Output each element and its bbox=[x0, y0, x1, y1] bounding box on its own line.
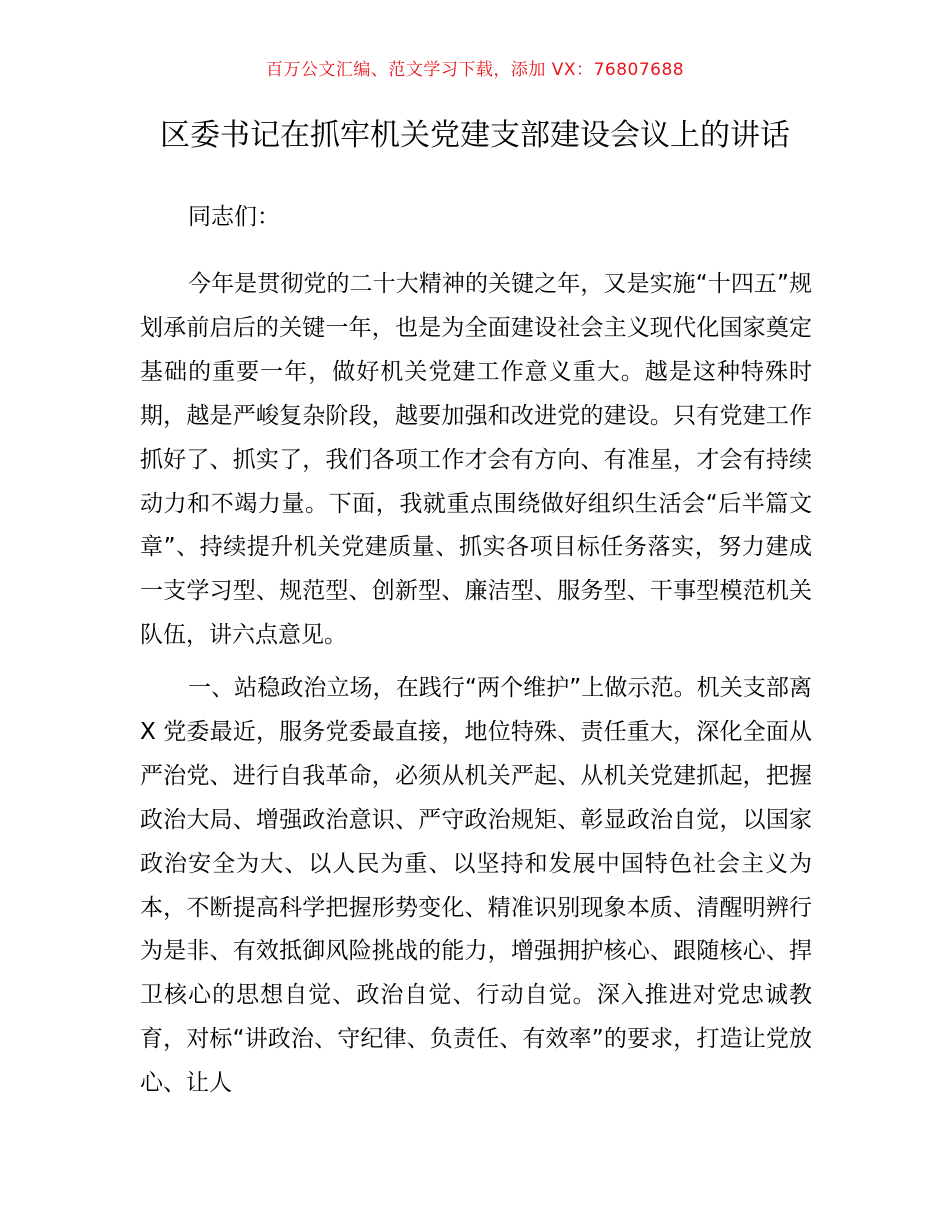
page-title: 区委书记在抓牢机关党建支部建设会议上的讲话 bbox=[160, 118, 790, 153]
watermark-header: 百万公文汇编、范文学习下载，添加 VX：76807688 bbox=[265, 60, 685, 80]
paragraph-section-one: 一、站稳政治立场，在践行“两个维护”上做示范。机关支部离 X 党委最近，服务党委最直接，地位特殊、责任重大，深化全面从严治党、进行自我革命，必须从机关严起、从机关党建抓起，把握政治大局、增强政治意识、严守政治规矩、彰显政治自觉，以国家政治安全为大、以人民为重、以坚持和发展中国特色社会主义为本，不断提高科学把握形势变化、精准识别现象本质、清醒明辨行为是非、有效抵御风险挑战的能力，增强拥护核心、跟随核心、捍卫核心的思想自觉、政治自觉、行动自觉。深入推进对党忠诚教育，对标“讲政治、守纪律、负责任、有效率”的要求，打造让党放心、让人 bbox=[140, 675, 812, 1097]
paragraph-intro: 今年是贯彻党的二十大精神的关键之年，又是实施“十四五”规划承前启后的关键一年，也是为全面建设社会主义现代化国家奠定基础的重要一年，做好机关党建工作意义重大。越是这种特殊时期，越是严峻复杂阶段，越要加强和改进党的建设。只有党建工作抓好了、抓实了，我们各项工作才会有方向、有准星，才会有持续动力和不竭力量。下面，我就重点围绕做好组织生活会“后半篇文章”、持续提升机关党建质量、抓实各项目标任务落实，努力建成一支学习型、规范型、创新型、廉洁型、服务型、干事型模范机关队伍，讲六点意见。 bbox=[140, 271, 812, 649]
greeting: 同志们： bbox=[188, 204, 280, 230]
